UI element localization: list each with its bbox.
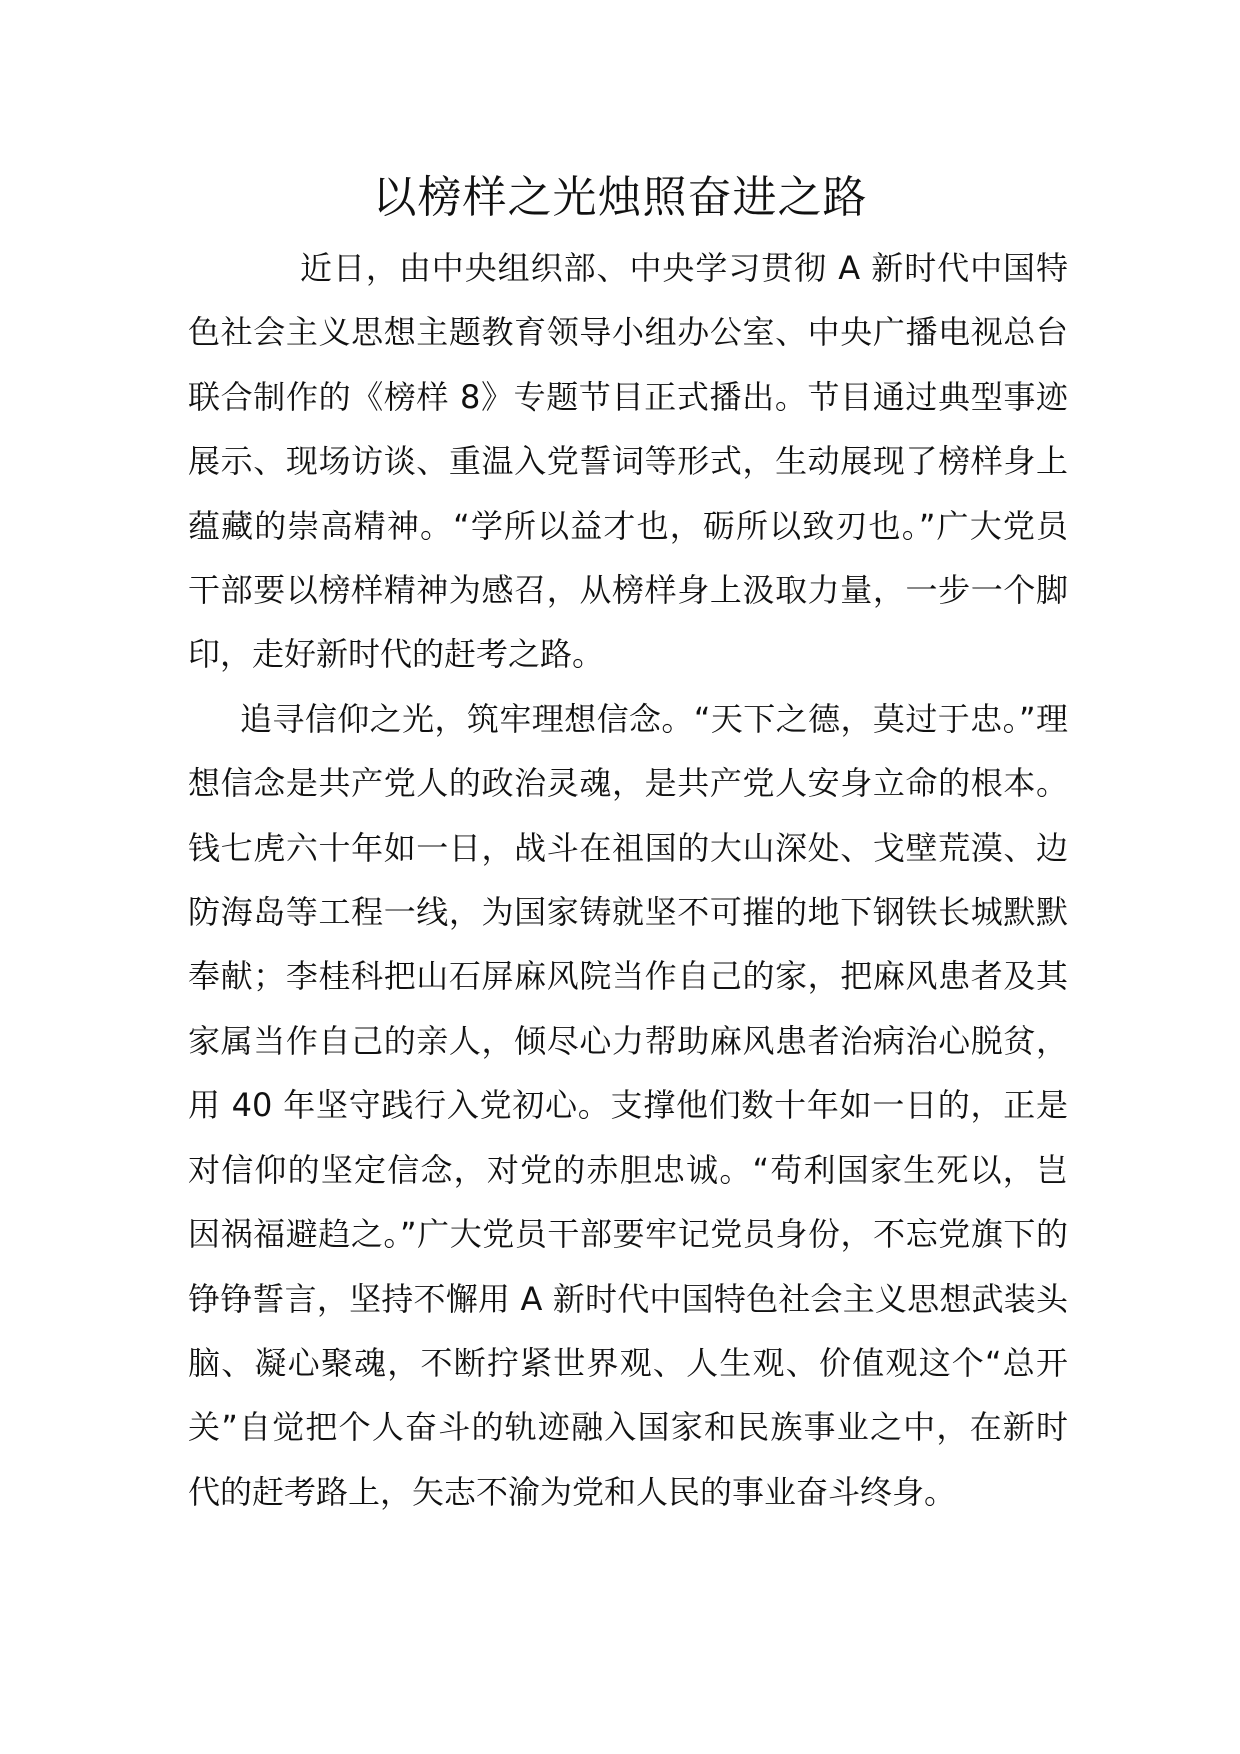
paragraph-faith: 追寻信仰之光，筑牢理想信念。“天下之德，莫过于忠。”理想信念是共产党人的政治灵魂，是共产党人安身立命的根本。钱七虎六十年如一日，战斗在祖国的大山深处、戈壁荒漠、边防海岛等工程一线，为国家铸就坚不可摧的地下钢铁长城默默奉献；李桂科把山石屏麻风院当作自己的家，把麻风患者及其家属当作自己的亲人，倾尽心力帮助麻风患者治病治心脱贫，用 40 年坚守践行入党初心。支撑他们数十年如一日的，正是对信仰的坚定信念，对党的赤胆忠诚。“苟利国家生死以，岂因祸福避趋之。”广大党员干部要牢记党员身份，不忘党旗下的铮铮誓言，坚持不懈用 A 新时代中国特色社会主义思想武装头脑、凝心聚魂，不断拧紧世界观、人生观、价值观这个“总开关”自觉把个人奋斗的轨迹融入国家和民族事业之中，在新时代的赶考路上，矢志不渝为党和人民的事业奋斗终身。 [188,699,1068,1511]
paragraph-intro: 近日，由中央组织部、中央学习贯彻 A 新时代中国特色社会主义思想主题教育领导小组办公室、中央广播电视总台联合制作的《榜样 8》专题节目正式播出。节目通过典型事迹展示、现场访谈、重温入党誓词等形式，生动展现了榜样身上蕴藏的崇高精神。“学所以益才也，砺所以致刃也。”广大党员干部要以榜样精神为感召，从榜样身上汲取力量，一步一个脚印，走好新时代的赶考之路。 [188,249,1068,674]
document-body [188,236,1068,1524]
document-title: 以榜样之光烛照奋进之路 [372,172,868,223]
